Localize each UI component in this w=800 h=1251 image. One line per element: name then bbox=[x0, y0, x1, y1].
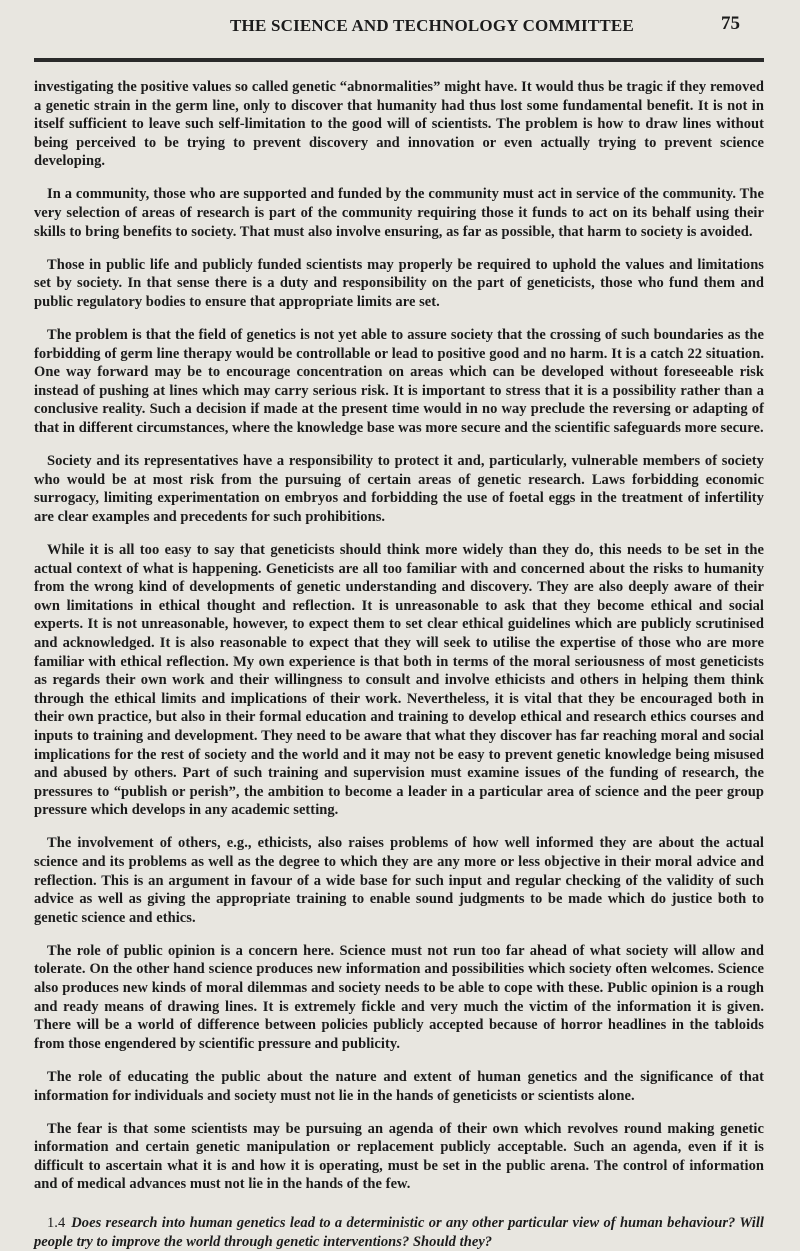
paragraph-9: The role of educating the public about the nature and extent of human genetics and the significance of that information for individuals and society must not lie in the hands of geneticists or scientists alone. bbox=[34, 1068, 764, 1104]
paragraph-10: The fear is that some scientists may be pursuing an agenda of their own which revolves round making genetic information and certain genetic manipulation or replacement publicly acceptable. Such an agenda, even if it is difficult to ascertain what it is and how it is operating, must be set in the public arena. The control of information and of medical advances must not lie in the hands of the few. bbox=[34, 1120, 764, 1193]
paragraph-3: Those in public life and publicly funded scientists may properly be required to uphold the values and limitations set by society. In that sense there is a duty and responsibility on the part of geneticists, those who fund them and public regulatory bodies to ensure that appropriate limits are set. bbox=[34, 256, 764, 310]
paragraph-6: While it is all too easy to say that geneticists should think more widely than they do, this needs to be set in the actual context of what is happening. Geneticists are all too familiar with and concerned about the risks to humanity from the wrong kind of developments of genetic understanding and discovery. They are also deeply aware of their own limitations in ethical thought and reflection. It is unreasonable to ask that they become ethical and social experts. It is not unreasonable, however, to expect them to set clear ethical guidelines which are publicly scrutinised and acknowledged. It is also reasonable to expect that they will seek to utilise the expertise of those who are more familiar with ethical reflection. My own experience is that both in terms of the moral seriousness of most geneticists as regards their own work and their willingness to consult and involve ethicists and others in helping them think through the ethical limits and implications of their work. Nevertheless, it is vital that they be encouraged both in their own practice, but also in their formal education and training to develop ethical and research ethics courses and inputs to training and development. They need to be aware that what they discover has far reaching moral and social implications for the rest of society and the world and it may not be easy to prevent genetic knowledge being misused and abused by others. Part of such training and supervision must examine issues of the funding of research, the pressures to “publish or perish”, the ambition to become a leader in a particular area of science and the peer group pressure which develops in any academic setting. bbox=[34, 541, 764, 819]
paragraph-7: The involvement of others, e.g., ethicists, also raises problems of how well informed they are about the actual science and its problems as well as the degree to which they are any more or less objective in their moral advice and reflection. This is an argument in favour of a wide base for such input and regular checking of the validity of such advice as well as giving the appropriate training to enable sound judgments to be made which do justice both to genetic science and ethics. bbox=[34, 835, 764, 926]
paragraph-5: Society and its representatives have a responsibility to protect it and, particularly, vulnerable members of society who would be at most risk from the pursuing of certain areas of genetic research. Laws forbidding economic surrogacy, limiting experimentation on embryos and forbidding the use of foetal eggs in the treatment of infertility are clear examples and precedents for such prohibitions. bbox=[34, 453, 764, 525]
question-text: Does research into human genetics lead to a deterministic or any other particular view of human behaviour? Will people try to improve the world through genetic interventions? Should they? bbox=[34, 1214, 764, 1250]
paragraph-2: In a community, those who are supported and funded by the community must act in service of the community. The very selection of areas of research is part of the community requiring those it funds to act on its behalf using their skills to bring benefits to society. That must also involve ensuring, as far as possible, that harm to society is avoided. bbox=[34, 186, 764, 240]
paragraph-8: The role of public opinion is a concern here. Science must not run too far ahead of what society will allow and tolerate. On the other hand science produces new information and possibilities which society often welcomes. Science also produces new kinds of moral dilemmas and society needs to be able to cope with these. Public opinion is a rough and ready means of drawing lines. It is extremely fickle and very much the victim of the information it is given. There will be a world of difference between policies publicly accepted because of horror headlines in the tabloids from those engendered by scientific pressure and publicity. bbox=[34, 942, 764, 1052]
question-paragraph bbox=[34, 1214, 764, 1251]
running-header bbox=[34, 0, 764, 62]
body-text bbox=[34, 62, 764, 1251]
running-title: THE SCIENCE AND TECHNOLOGY COMMITTEE bbox=[230, 16, 634, 35]
paragraph-1: investigating the positive values so called genetic “abnormalities” might have. It would thus be tragic if they removed a genetic strain in the germ line, only to discover that humanity had thus lost some fundamental benefit. It is not in itself sufficient to leave such self-limitation to the good will of scientists. The problem is how to draw lines without being perceived to be trying to prevent discovery and innovation or even actually trying to prevent science developing. bbox=[34, 79, 764, 170]
paragraph-4: The problem is that the field of genetics is not yet able to assure society that the crossing of such boundaries as the forbidding of germ line therapy would be controllable or lead to positive good and no harm. It is a catch 22 situation. One way forward may be to encourage concentration on areas which can be developed without foreseeable risk instead of pushing at lines which may carry serious risk. It is important to stress that it is a possibility rather than a conclusive reality. Such a decision if made at the present time would in no way preclude the reversing or adapting of that in different circumstances, where the knowledge base was more secure and the scientific safeguards more secure. bbox=[34, 327, 764, 436]
question-number: 1.4 bbox=[47, 1214, 66, 1231]
page-number: 75 bbox=[721, 13, 740, 34]
